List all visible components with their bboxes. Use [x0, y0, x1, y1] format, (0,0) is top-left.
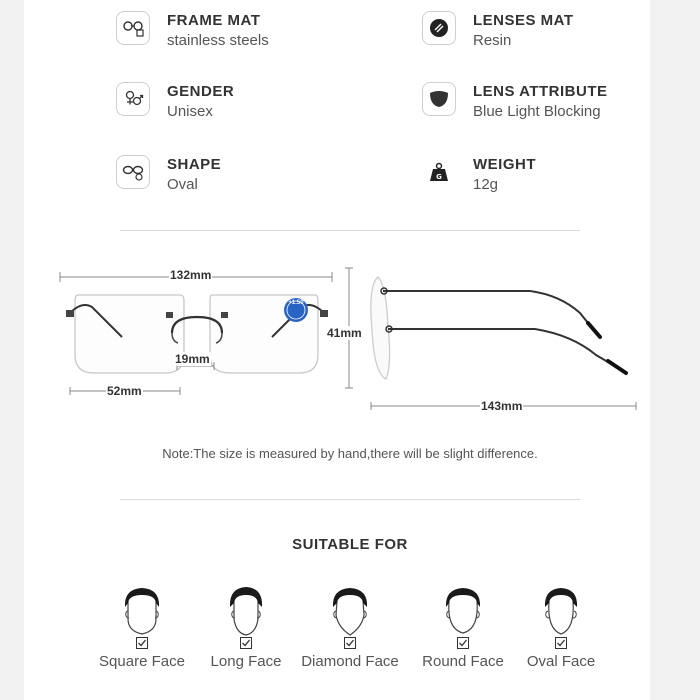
face-label: Long Face	[210, 653, 282, 670]
spec-title: LENS ATTRIBUTE	[473, 83, 608, 100]
face-label: Round Face	[422, 653, 504, 670]
spec-frame-mat	[116, 11, 269, 51]
face-label: Square Face	[99, 653, 185, 670]
round-face-icon	[443, 585, 483, 637]
checkbox-checked-icon	[136, 637, 148, 649]
lens-sticker-label: +1.50	[288, 300, 304, 306]
lens-height-label: 41mm	[327, 326, 362, 340]
spec-value: Blue Light Blocking	[473, 103, 601, 120]
spec-title: GENDER	[167, 83, 235, 100]
square-face-icon	[122, 585, 162, 637]
face-long	[191, 585, 301, 670]
spec-weight	[422, 155, 536, 195]
lens-attribute-icon	[422, 82, 456, 116]
spec-title: LENSES MAT	[473, 12, 574, 29]
temple-length-label: 143mm	[481, 399, 523, 413]
face-label: Diamond Face	[301, 653, 399, 670]
gender-icon	[116, 82, 150, 116]
dimension-diagram	[0, 255, 700, 425]
section-divider	[120, 230, 580, 231]
checkbox-checked-icon	[240, 637, 252, 649]
lens-material-icon	[422, 11, 456, 45]
measurement-note: Note:The size is measured by hand,there will be slight difference.	[162, 446, 538, 461]
weight-icon	[422, 155, 456, 189]
spec-value: Unisex	[167, 103, 213, 120]
section-divider	[120, 499, 580, 500]
spec-value: 12g	[473, 176, 499, 193]
face-round	[408, 585, 518, 670]
face-square	[87, 585, 197, 670]
spec-lenses-mat	[422, 11, 574, 51]
long-face-icon	[226, 585, 266, 637]
svg-text:G: G	[436, 173, 442, 181]
spec-title: FRAME MAT	[167, 12, 261, 29]
spec-title: WEIGHT	[473, 156, 536, 173]
face-label: Oval Face	[526, 653, 596, 670]
diamond-face-icon	[330, 585, 370, 637]
glasses-side-view	[371, 277, 626, 379]
suitable-for-title: SUITABLE FOR	[292, 536, 408, 553]
lens-width-label: 52mm	[107, 384, 142, 398]
spec-value: stainless steels	[167, 32, 269, 49]
total-width-label: 132mm	[170, 268, 212, 282]
checkbox-checked-icon	[457, 637, 469, 649]
spec-shape	[116, 155, 221, 195]
spec-title: SHAPE	[167, 156, 222, 173]
bridge-label: 19mm	[175, 352, 210, 366]
spec-gender	[116, 82, 234, 122]
frame-icon	[116, 11, 150, 45]
face-diamond	[295, 585, 405, 670]
spec-value: Resin	[473, 32, 512, 49]
checkbox-checked-icon	[344, 637, 356, 649]
checkbox-checked-icon	[555, 637, 567, 649]
shape-icon	[116, 155, 150, 189]
spec-lens-attribute	[422, 82, 608, 122]
oval-face-icon	[541, 585, 581, 637]
spec-value: Oval	[167, 176, 198, 193]
face-oval	[506, 585, 616, 670]
